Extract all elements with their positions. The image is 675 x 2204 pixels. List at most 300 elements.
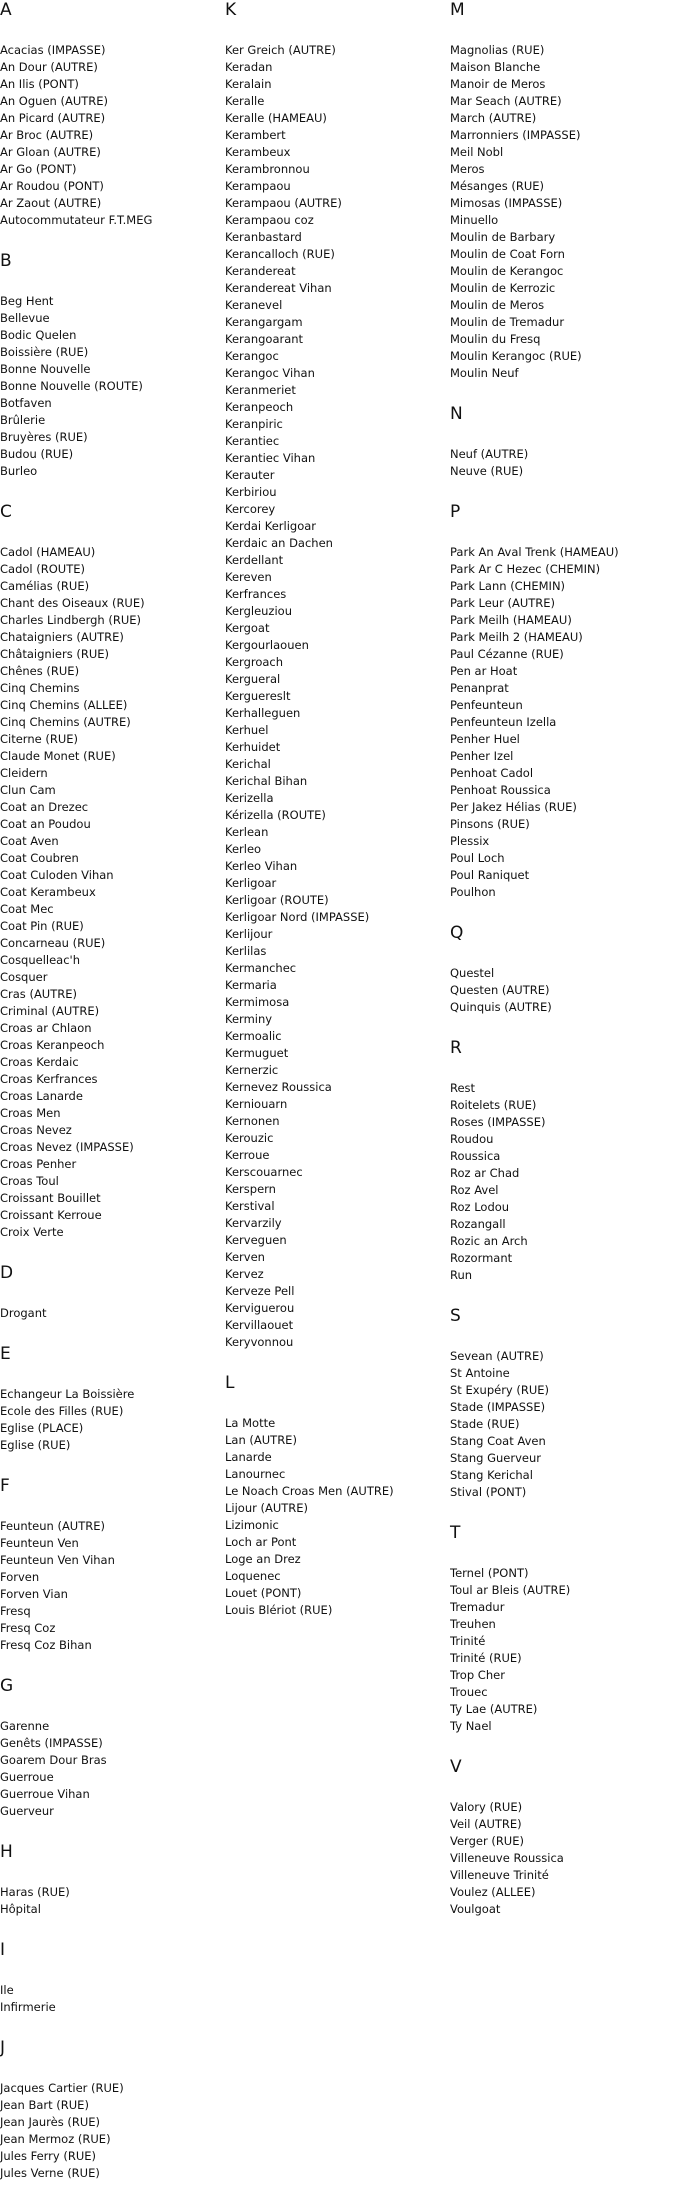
street-link[interactable]: Neuve (RUE) <box>450 464 524 478</box>
street-link[interactable]: Guerveur <box>0 1804 54 1818</box>
street-list-item <box>450 1216 675 1233</box>
street-link[interactable]: Bellevue <box>0 311 50 325</box>
street-link[interactable]: Hôpital <box>0 1902 41 1916</box>
street-link[interactable]: Moulin Kerangoc (RUE) <box>450 349 582 363</box>
street-link[interactable]: Feunteun Ven Vihan <box>0 1553 115 1567</box>
street-link[interactable]: Cinq Chemins (AUTRE) <box>0 715 131 729</box>
street-link[interactable]: Kerizella <box>225 791 274 805</box>
street-list-item <box>0 697 225 714</box>
street-list-item <box>450 1799 675 1816</box>
street-link[interactable]: Guerroue <box>0 1770 54 1784</box>
street-link[interactable]: Bruyères (RUE) <box>0 430 88 444</box>
street-link[interactable]: Roudou <box>450 1132 494 1146</box>
street-link[interactable]: Meil Nobl <box>450 145 504 159</box>
street-link[interactable]: Kervillaouet <box>225 1318 294 1332</box>
street-link[interactable]: Kerambert <box>225 128 286 142</box>
street-link[interactable]: Kermanchec <box>225 961 297 975</box>
street-link[interactable]: St Exupéry (RUE) <box>450 1383 550 1397</box>
street-link[interactable]: Keradan <box>225 60 273 74</box>
street-list-item <box>0 412 225 429</box>
street-link[interactable]: Kerligoar <box>225 876 277 890</box>
street-link[interactable]: Cinq Chemins (ALLEE) <box>0 698 128 712</box>
street-link[interactable]: Park Meilh (HAMEAU) <box>450 613 572 627</box>
street-list-item <box>450 578 675 595</box>
street-link[interactable]: Magnolias (RUE) <box>450 43 545 57</box>
street-link[interactable]: Park Leur (AUTRE) <box>450 596 555 610</box>
letter-section <box>0 1940 225 2016</box>
street-link[interactable]: Kerangoc <box>225 349 279 363</box>
street-link[interactable]: An Dour (AUTRE) <box>0 60 98 74</box>
street-link[interactable]: An Ilis (PONT) <box>0 77 79 91</box>
street-link[interactable]: Stang Coat Aven <box>450 1434 546 1448</box>
street-link[interactable]: Minuello <box>450 213 499 227</box>
street-link[interactable]: Treuhen <box>450 1617 496 1631</box>
street-link[interactable]: Kerligoar (ROUTE) <box>225 893 329 907</box>
street-link[interactable]: Cleidern <box>0 766 48 780</box>
street-link[interactable]: Bonne Nouvelle (ROUTE) <box>0 379 143 393</box>
street-link[interactable]: Manoir de Meros <box>450 77 546 91</box>
street-link[interactable]: Kerfrances <box>225 587 287 601</box>
street-link[interactable]: Forven Vian <box>0 1587 68 1601</box>
street-link[interactable]: Lanarde <box>225 1450 272 1464</box>
street-link[interactable]: Kerven <box>225 1250 265 1264</box>
street-link[interactable]: An Picard (AUTRE) <box>0 111 106 125</box>
street-link[interactable]: Per Jakez Hélias (RUE) <box>450 800 577 814</box>
street-link[interactable]: Loquenec <box>225 1569 281 1583</box>
street-link[interactable]: Stang Guerveur <box>450 1451 542 1465</box>
section-letter-heading: V <box>450 1757 462 1777</box>
street-link[interactable]: Roussica <box>450 1149 501 1163</box>
street-link[interactable]: Croas Nevez <box>0 1123 72 1137</box>
street-link[interactable]: Kernevez Roussica <box>225 1080 332 1094</box>
street-link[interactable]: Moulin de Meros <box>450 298 545 312</box>
street-link[interactable]: Villeneuve Trinité <box>450 1868 549 1882</box>
street-link[interactable]: Citerne (RUE) <box>0 732 79 746</box>
street-link[interactable]: Kerhuel <box>225 723 269 737</box>
section-letter-heading: N <box>450 404 463 424</box>
street-link[interactable]: Kerspern <box>225 1182 276 1196</box>
street-link[interactable]: Fresq <box>0 1604 31 1618</box>
street-link[interactable]: March (AUTRE) <box>450 111 537 125</box>
street-link[interactable]: Keranbastard <box>225 230 302 244</box>
street-link[interactable]: Kerbiriou <box>225 485 277 499</box>
street-link[interactable]: Chênes (RUE) <box>0 664 80 678</box>
street-link[interactable]: Rozormant <box>450 1251 513 1265</box>
street-link[interactable]: Jean Jaurès (RUE) <box>0 2115 101 2129</box>
street-list-item <box>0 986 225 1003</box>
street-list-item <box>225 127 450 144</box>
street-link[interactable]: Chant des Oiseaux (RUE) <box>0 596 145 610</box>
street-link[interactable]: Kerniouarn <box>225 1097 288 1111</box>
street-link[interactable]: Coat Mec <box>0 902 54 916</box>
street-link[interactable]: Fresq Coz <box>0 1621 56 1635</box>
street-link[interactable]: Croas Nevez (IMPASSE) <box>0 1140 134 1154</box>
street-list-item <box>225 1283 450 1300</box>
street-link[interactable]: Verger (RUE) <box>450 1834 524 1848</box>
street-list-item <box>0 816 225 833</box>
street-link[interactable]: Sevean (AUTRE) <box>450 1349 544 1363</box>
street-link[interactable]: Moulin de Coat Forn <box>450 247 565 261</box>
street-link[interactable]: Loch ar Pont <box>225 1535 297 1549</box>
street-link[interactable]: Kerancalloch (RUE) <box>225 247 335 261</box>
street-list-item <box>0 1803 225 1820</box>
street-link[interactable]: Kerlilas <box>225 944 267 958</box>
street-link[interactable]: Ty Lae (AUTRE) <box>450 1702 538 1716</box>
street-link[interactable]: Keranpiric <box>225 417 283 431</box>
street-list-item <box>0 1173 225 1190</box>
street-list <box>0 293 225 480</box>
street-link[interactable]: Trinité (RUE) <box>450 1651 522 1665</box>
street-link[interactable]: Tremadur <box>450 1600 505 1614</box>
street-link[interactable]: Croix Verte <box>0 1225 64 1239</box>
street-link[interactable]: Kermoalic <box>225 1029 282 1043</box>
street-link[interactable]: Pinsons (RUE) <box>450 817 530 831</box>
street-link[interactable]: Clun Cam <box>0 783 56 797</box>
street-link[interactable]: Ecole des Filles (RUE) <box>0 1404 124 1418</box>
street-link[interactable]: Penhoat Cadol <box>450 766 534 780</box>
street-link[interactable]: Kernerzic <box>225 1063 279 1077</box>
street-link[interactable]: Penher Izel <box>450 749 514 763</box>
street-link[interactable]: Boissière (RUE) <box>0 345 89 359</box>
street-link[interactable]: Fresq Coz Bihan <box>0 1638 92 1652</box>
street-link[interactable]: Kerambronnou <box>225 162 310 176</box>
street-link[interactable]: Kerandereat Vihan <box>225 281 332 295</box>
street-list-item <box>225 1432 450 1449</box>
street-list-item <box>0 1020 225 1037</box>
street-link[interactable]: Croas Kerfrances <box>0 1072 98 1086</box>
street-link[interactable]: Stade (RUE) <box>450 1417 520 1431</box>
street-link[interactable]: Kergleuziou <box>225 604 292 618</box>
street-link[interactable]: Ar Go (PONT) <box>0 162 77 176</box>
street-link[interactable]: Roses (IMPASSE) <box>450 1115 546 1129</box>
street-list-item <box>0 1071 225 1088</box>
street-link[interactable]: Kermimosa <box>225 995 290 1009</box>
street-link[interactable]: Kerstival <box>225 1199 275 1213</box>
street-link[interactable]: Kerouzic <box>225 1131 274 1145</box>
street-link[interactable]: Veil (AUTRE) <box>450 1817 522 1831</box>
street-link[interactable]: Maison Blanche <box>450 60 541 74</box>
street-link[interactable]: Budou (RUE) <box>0 447 74 461</box>
street-link[interactable]: Park An Aval Trenk (HAMEAU) <box>450 545 619 559</box>
street-link[interactable]: Coat Kerambeux <box>0 885 96 899</box>
street-link[interactable]: Neuf (AUTRE) <box>450 447 529 461</box>
street-link[interactable]: Cosquelleac'h <box>0 953 81 967</box>
street-link[interactable]: Coat Aven <box>0 834 59 848</box>
street-link[interactable]: Croas Kerdaic <box>0 1055 79 1069</box>
street-link[interactable]: Kerampaou (AUTRE) <box>225 196 342 210</box>
street-link[interactable]: Mésanges (RUE) <box>450 179 544 193</box>
street-link[interactable]: Autocommutateur F.T.MEG <box>0 213 153 227</box>
street-link[interactable]: Kerampaou coz <box>225 213 314 227</box>
street-link[interactable]: Croas Men <box>0 1106 61 1120</box>
street-link[interactable]: Cinq Chemins <box>0 681 80 695</box>
street-link[interactable]: Kerantiec <box>225 434 280 448</box>
street-link[interactable]: Rozic an Arch <box>450 1234 528 1248</box>
street-link[interactable]: Ile <box>0 1983 14 1997</box>
street-link[interactable]: Ternel (PONT) <box>450 1566 529 1580</box>
street-link[interactable]: Roz Lodou <box>450 1200 510 1214</box>
street-link[interactable]: Moulin du Fresq <box>450 332 541 346</box>
street-link[interactable]: Guerroue Vihan <box>0 1787 90 1801</box>
street-link[interactable]: Cosquer <box>0 970 48 984</box>
street-link[interactable]: Genêts (IMPASSE) <box>0 1736 103 1750</box>
street-link[interactable]: Moulin de Barbary <box>450 230 556 244</box>
street-link[interactable]: Voulez (ALLEE) <box>450 1885 536 1899</box>
street-link[interactable]: Le Noach Croas Men (AUTRE) <box>225 1484 394 1498</box>
street-link[interactable]: Penanprat <box>450 681 509 695</box>
street-link[interactable]: Croas Keranpeoch <box>0 1038 105 1052</box>
street-link[interactable]: Toul ar Bleis (AUTRE) <box>450 1583 571 1597</box>
street-link[interactable]: Feunteun (AUTRE) <box>0 1519 105 1533</box>
street-link[interactable]: Loge an Drez <box>225 1552 301 1566</box>
street-link[interactable]: Croissant Bouillet <box>0 1191 101 1205</box>
street-link[interactable]: Kerroue <box>225 1148 270 1162</box>
street-link[interactable]: Croas ar Chlaon <box>0 1021 92 1035</box>
street-link[interactable]: Penher Huel <box>450 732 520 746</box>
street-link[interactable]: Roitelets (RUE) <box>450 1098 537 1112</box>
street-link[interactable]: Mimosas (IMPASSE) <box>450 196 563 210</box>
street-link[interactable]: Kercorey <box>225 502 276 516</box>
street-link[interactable]: Croas Toul <box>0 1174 59 1188</box>
street-link[interactable]: Moulin de Kerangoc <box>450 264 564 278</box>
street-link[interactable]: Kerviguerou <box>225 1301 295 1315</box>
street-link[interactable]: Kerminy <box>225 1012 273 1026</box>
street-link[interactable]: Kerdaic an Dachen <box>225 536 333 550</box>
street-link[interactable]: Cadol (HAMEAU) <box>0 545 96 559</box>
street-link[interactable]: Park Meilh 2 (HAMEAU) <box>450 630 583 644</box>
street-link[interactable]: Kermuguet <box>225 1046 289 1060</box>
street-link[interactable]: Kernonen <box>225 1114 280 1128</box>
street-link[interactable]: Louet (PONT) <box>225 1586 302 1600</box>
street-link[interactable]: Louis Blériot (RUE) <box>225 1603 333 1617</box>
street-link[interactable]: Croissant Kerroue <box>0 1208 102 1222</box>
street-link[interactable]: Keralle (HAMEAU) <box>225 111 327 125</box>
street-link[interactable]: Coat Pin (RUE) <box>0 919 84 933</box>
street-link[interactable]: Moulin de Kerrozic <box>450 281 556 295</box>
street-link[interactable]: Kerangoc Vihan <box>225 366 315 380</box>
street-link[interactable]: Kérizella (ROUTE) <box>225 808 326 822</box>
street-link[interactable]: Drogant <box>0 1306 47 1320</box>
street-link[interactable]: Kerambeux <box>225 145 291 159</box>
street-link[interactable]: Moulin Neuf <box>450 366 519 380</box>
street-link[interactable]: Charles Lindbergh (RUE) <box>0 613 141 627</box>
street-link[interactable]: Jules Verne (RUE) <box>0 2166 100 2180</box>
street-link[interactable]: Kerlijour <box>225 927 273 941</box>
street-link[interactable]: Infirmerie <box>0 2000 56 2014</box>
street-list-item <box>225 1147 450 1164</box>
street-link[interactable]: Park Ar C Hezec (CHEMIN) <box>450 562 601 576</box>
street-link[interactable]: Kergourlaouen <box>225 638 309 652</box>
street-list-item <box>225 875 450 892</box>
street-link[interactable]: Kergoat <box>225 621 270 635</box>
street-link[interactable]: Kerleo Vihan <box>225 859 298 873</box>
street-link[interactable]: Croas Penher <box>0 1157 77 1171</box>
street-link[interactable]: Meros <box>450 162 485 176</box>
street-link[interactable]: Kerichal <box>225 757 271 771</box>
street-link[interactable]: Stival (PONT) <box>450 1485 527 1499</box>
street-link[interactable]: Keralain <box>225 77 272 91</box>
street-link[interactable]: Trinité <box>450 1634 486 1648</box>
street-link[interactable]: Kerichal Bihan <box>225 774 308 788</box>
street-link[interactable]: Goarem Dour Bras <box>0 1753 107 1767</box>
street-link[interactable]: Jacques Cartier (RUE) <box>0 2081 124 2095</box>
street-link[interactable]: Questen (AUTRE) <box>450 983 550 997</box>
street-link[interactable]: Kerhalleguen <box>225 706 301 720</box>
street-link[interactable]: Feunteun Ven <box>0 1536 79 1550</box>
street-link[interactable]: Trouec <box>450 1685 488 1699</box>
street-link[interactable]: Kerveguen <box>225 1233 287 1247</box>
street-link[interactable]: Ker Greich (AUTRE) <box>225 43 336 57</box>
street-link[interactable]: Penfeunteun <box>450 698 523 712</box>
street-link[interactable]: Keralle <box>225 94 265 108</box>
street-link[interactable]: Claude Monet (RUE) <box>0 749 116 763</box>
street-link[interactable]: Kerguereslt <box>225 689 291 703</box>
street-link[interactable]: Keranpeoch <box>225 400 294 414</box>
street-link[interactable]: La Motte <box>225 1416 276 1430</box>
street-link[interactable]: Eglise (RUE) <box>0 1438 71 1452</box>
street-link[interactable]: Kermaria <box>225 978 277 992</box>
street-link[interactable]: Garenne <box>0 1719 50 1733</box>
street-link[interactable]: Lan (AUTRE) <box>225 1433 297 1447</box>
street-link[interactable]: Chataigniers (AUTRE) <box>0 630 124 644</box>
street-link[interactable]: Keryvonnou <box>225 1335 294 1349</box>
letter-section <box>450 1038 675 1284</box>
street-link[interactable]: Brûlerie <box>0 413 46 427</box>
street-link[interactable]: Rest <box>450 1081 476 1095</box>
street-link[interactable]: Lijour (AUTRE) <box>225 1501 309 1515</box>
street-link[interactable]: Burleo <box>0 464 38 478</box>
street-link[interactable]: Voulgoat <box>450 1902 501 1916</box>
street-link[interactable]: Kergueral <box>225 672 281 686</box>
street-link[interactable]: Penfeunteun Izella <box>450 715 557 729</box>
street-link[interactable]: Roz Avel <box>450 1183 499 1197</box>
street-link[interactable]: Kergroach <box>225 655 284 669</box>
street-list-item <box>0 629 225 646</box>
letter-section <box>450 1757 675 1918</box>
street-link[interactable]: Keranmeriet <box>225 383 296 397</box>
street-link[interactable]: Kervez <box>225 1267 264 1281</box>
street-link[interactable]: Mar Seach (AUTRE) <box>450 94 562 108</box>
street-link[interactable]: Ar Roudou (PONT) <box>0 179 104 193</box>
street-link[interactable]: Kerscouarnec <box>225 1165 303 1179</box>
street-link[interactable]: Stang Kerichal <box>450 1468 533 1482</box>
street-link[interactable]: Jules Ferry (RUE) <box>0 2149 97 2163</box>
street-link[interactable]: Poul Loch <box>450 851 505 865</box>
street-link[interactable]: Coat Coubren <box>0 851 79 865</box>
street-link[interactable]: Eglise (PLACE) <box>0 1421 84 1435</box>
street-list-item <box>225 841 450 858</box>
street-link[interactable]: Haras (RUE) <box>0 1885 70 1899</box>
street-link[interactable]: Kerangargam <box>225 315 303 329</box>
street-link[interactable]: Moulin de Tremadur <box>450 315 565 329</box>
street-link[interactable]: Plessix <box>450 834 490 848</box>
street-link[interactable]: Stade (IMPASSE) <box>450 1400 546 1414</box>
street-link[interactable]: Trop Cher <box>450 1668 505 1682</box>
street-link[interactable]: Kerlean <box>225 825 269 839</box>
street-link[interactable]: Concarneau (RUE) <box>0 936 106 950</box>
street-link[interactable]: Paul Cézanne (RUE) <box>450 647 564 661</box>
street-link[interactable]: Poul Raniquet <box>450 868 530 882</box>
street-link[interactable]: Kervarzily <box>225 1216 282 1230</box>
street-link[interactable]: Kerandereat <box>225 264 296 278</box>
street-link[interactable]: Coat an Drezec <box>0 800 89 814</box>
street-link[interactable]: Kerveze Pell <box>225 1284 295 1298</box>
street-link[interactable]: Valory (RUE) <box>450 1800 523 1814</box>
street-link[interactable]: Croas Lanarde <box>0 1089 83 1103</box>
street-link[interactable]: Châtaigniers (RUE) <box>0 647 109 661</box>
street-link[interactable]: Cadol (ROUTE) <box>0 562 85 576</box>
street-link[interactable]: Coat Culoden Vihan <box>0 868 114 882</box>
street-link[interactable]: Park Lann (CHEMIN) <box>450 579 566 593</box>
street-link[interactable]: Botfaven <box>0 396 52 410</box>
street-list-item <box>225 161 450 178</box>
street-link[interactable]: Kerampaou <box>225 179 291 193</box>
street-link[interactable]: Kerdai Kerligoar <box>225 519 317 533</box>
street-link[interactable]: Run <box>450 1268 473 1282</box>
street-link[interactable]: Echangeur La Boissière <box>0 1387 135 1401</box>
street-list-item <box>225 1551 450 1568</box>
street-link[interactable]: Ty Nael <box>450 1719 492 1733</box>
street-link[interactable]: Penhoat Roussica <box>450 783 551 797</box>
street-link[interactable]: Villeneuve Roussica <box>450 1851 564 1865</box>
street-link[interactable]: Kerdellant <box>225 553 284 567</box>
street-link[interactable]: Ar Broc (AUTRE) <box>0 128 94 142</box>
street-link[interactable]: Roz ar Chad <box>450 1166 520 1180</box>
street-list-item <box>450 1165 675 1182</box>
street-link[interactable]: Camélias (RUE) <box>0 579 90 593</box>
street-link[interactable]: Marronniers (IMPASSE) <box>450 128 581 142</box>
street-link[interactable]: Jean Bart (RUE) <box>0 2098 89 2112</box>
street-link[interactable]: Keranevel <box>225 298 283 312</box>
street-link[interactable]: Kereven <box>225 570 272 584</box>
street-link[interactable]: Ar Gloan (AUTRE) <box>0 145 101 159</box>
street-link[interactable]: Quinquis (AUTRE) <box>450 1000 552 1014</box>
street-link[interactable]: Kerhuidet <box>225 740 281 754</box>
street-link[interactable]: St Antoine <box>450 1366 510 1380</box>
street-link[interactable]: Acacias (IMPASSE) <box>0 43 106 57</box>
street-list-item <box>450 178 675 195</box>
street-list-item <box>450 229 675 246</box>
street-link[interactable]: Kerangoarant <box>225 332 304 346</box>
street-link[interactable]: Jean Mermoz (RUE) <box>0 2132 111 2146</box>
street-link[interactable]: Beg Hent <box>0 294 54 308</box>
street-link[interactable]: Criminal (AUTRE) <box>0 1004 100 1018</box>
letter-section <box>450 404 675 480</box>
street-list-item <box>450 1667 675 1684</box>
street-link[interactable]: Lizimonic <box>225 1518 279 1532</box>
street-link[interactable]: Kerauter <box>225 468 275 482</box>
street-link[interactable]: Cras (AUTRE) <box>0 987 77 1001</box>
street-link[interactable]: Ar Zaout (AUTRE) <box>0 196 102 210</box>
street-list-item <box>225 195 450 212</box>
street-link[interactable]: Bodic Quelen <box>0 328 77 342</box>
street-link[interactable]: Pen ar Hoat <box>450 664 518 678</box>
street-link[interactable]: Rozangall <box>450 1217 506 1231</box>
street-link[interactable]: Coat an Poudou <box>0 817 91 831</box>
street-list-item <box>0 782 225 799</box>
street-list <box>450 446 675 480</box>
street-link[interactable]: Kerligoar Nord (IMPASSE) <box>225 910 370 924</box>
street-link[interactable]: An Oguen (AUTRE) <box>0 94 109 108</box>
street-link[interactable]: Kerantiec Vihan <box>225 451 316 465</box>
street-link[interactable]: Poulhon <box>450 885 496 899</box>
street-link[interactable]: Bonne Nouvelle <box>0 362 91 376</box>
street-link[interactable]: Questel <box>450 966 495 980</box>
street-list-item <box>225 433 450 450</box>
street-link[interactable]: Forven <box>0 1570 40 1584</box>
street-link[interactable]: Lanournec <box>225 1467 286 1481</box>
street-link[interactable]: Kerleo <box>225 842 262 856</box>
